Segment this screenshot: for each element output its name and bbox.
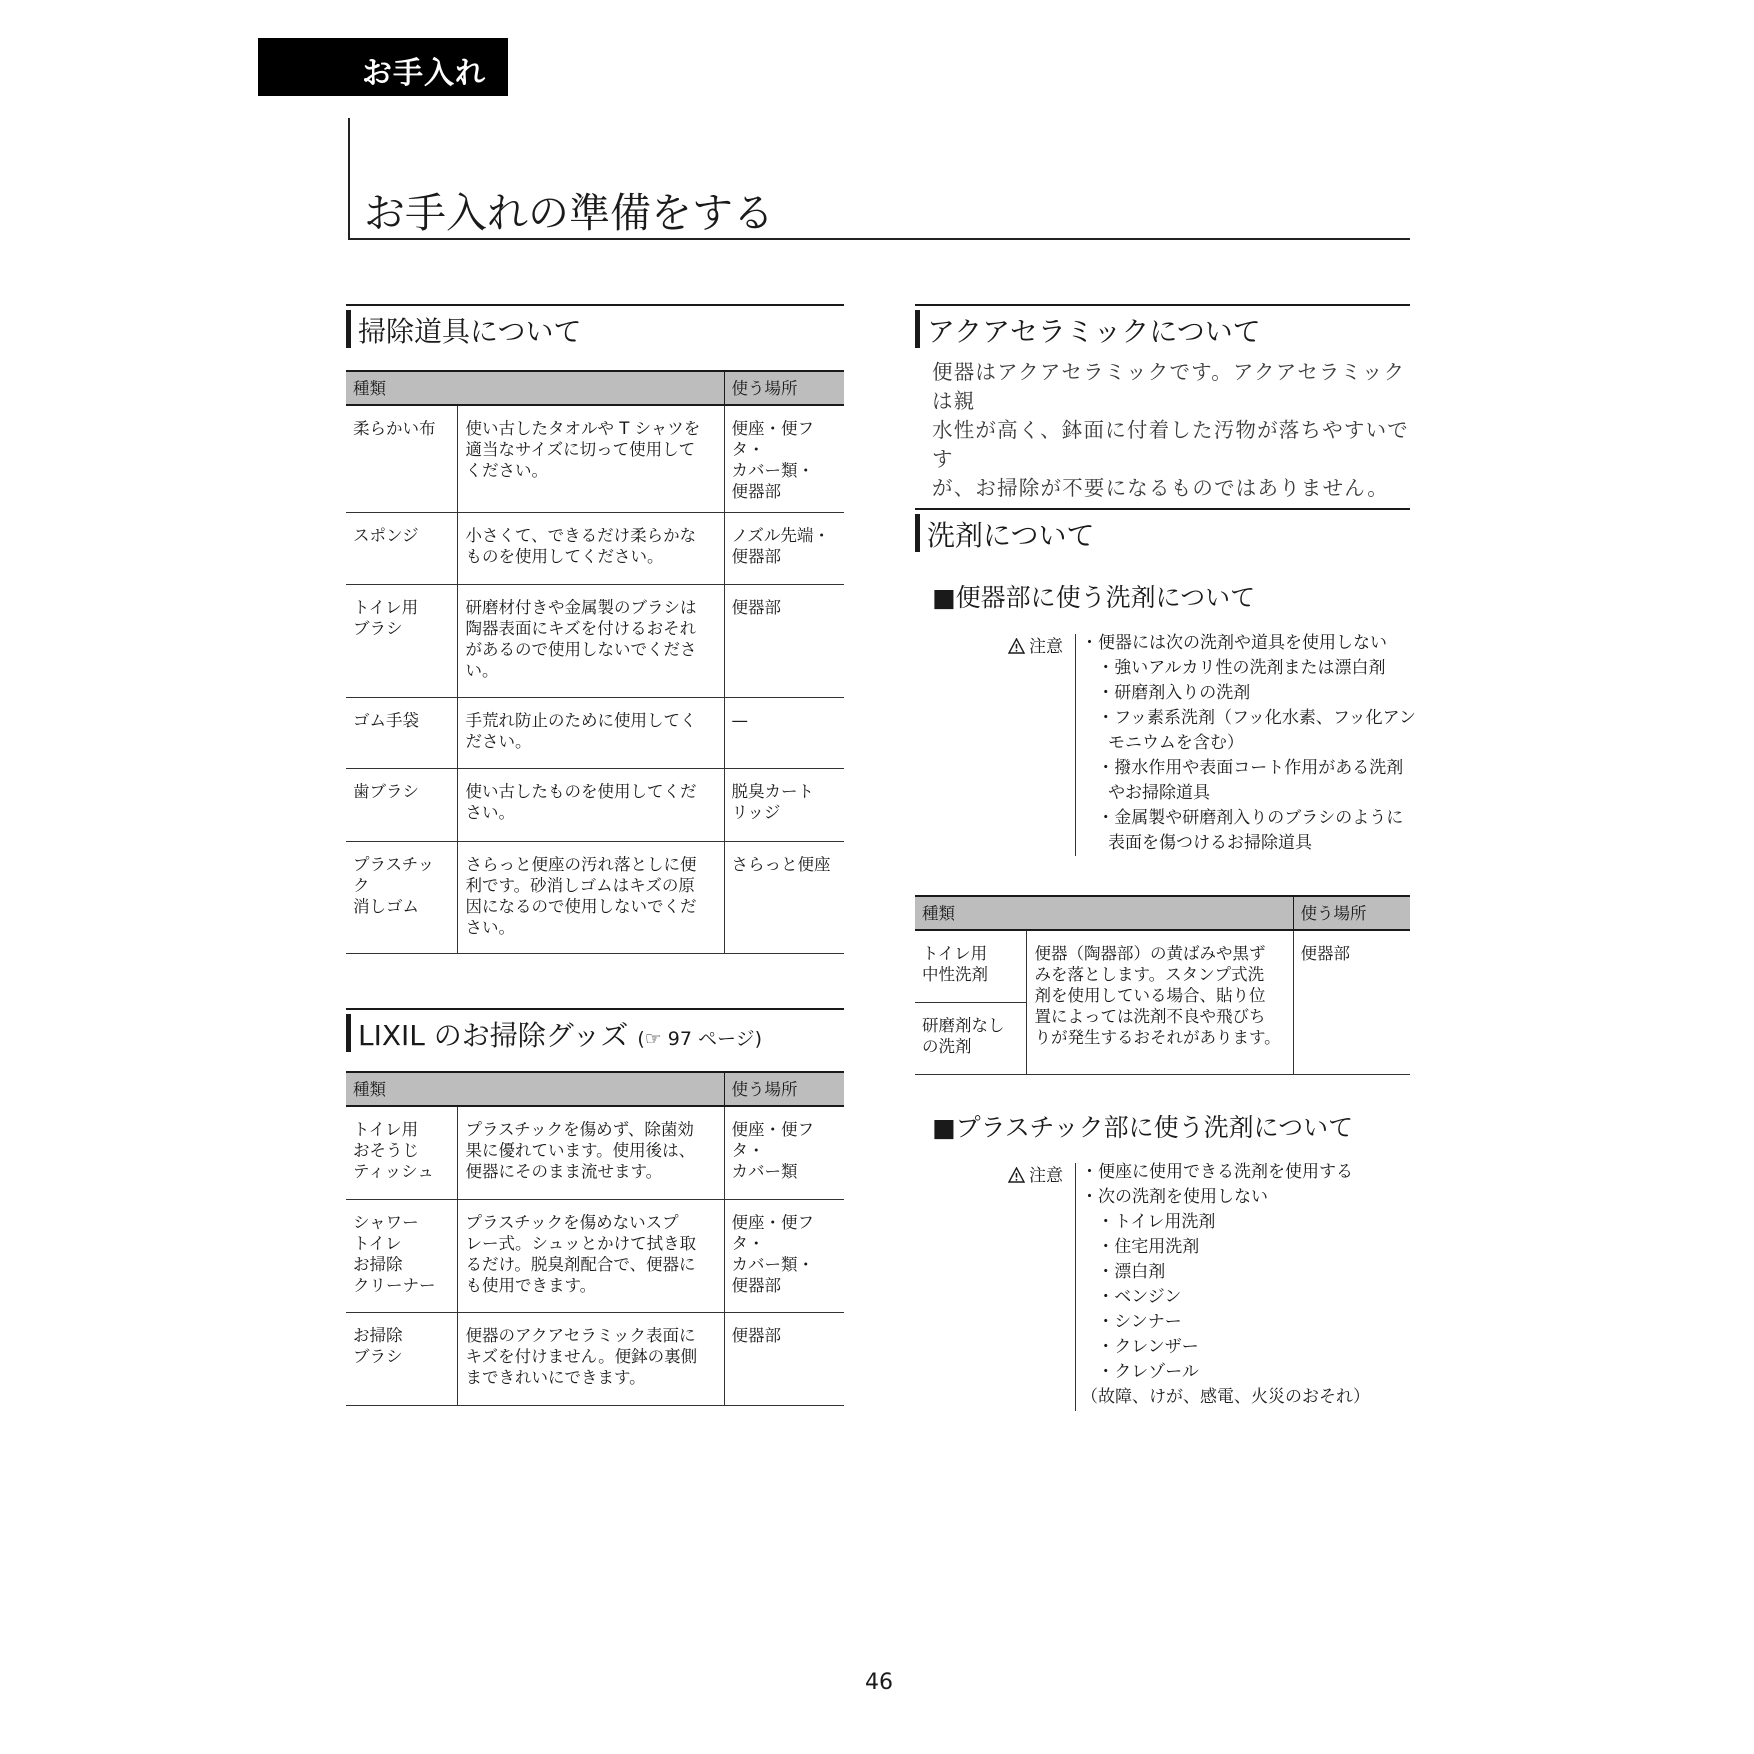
caution-label bbox=[1008, 1161, 1063, 1186]
tool-type: スポンジ bbox=[346, 513, 457, 585]
page-reference-link[interactable]: (☞ 97 ページ) bbox=[637, 1028, 763, 1050]
table-row bbox=[346, 842, 844, 954]
title-rule-vertical bbox=[348, 118, 350, 240]
caution-rule bbox=[1075, 634, 1076, 856]
goods-type: トイレ用 おそうじ ティッシュ bbox=[346, 1106, 457, 1199]
tool-description: 使い古したものを使用してくだ さい。 bbox=[457, 769, 724, 842]
tool-type: ゴム手袋 bbox=[346, 698, 457, 769]
caution-item: ・トイレ用洗剤 bbox=[1081, 1212, 1216, 1232]
tool-place: ノズル先端・ 便器部 bbox=[724, 513, 844, 585]
tool-type: トイレ用 ブラシ bbox=[346, 585, 457, 698]
table-header-row bbox=[346, 1072, 844, 1106]
tool-description: 手荒れ防止のために使用してく ださい。 bbox=[457, 698, 724, 769]
col-header-type: 種類 bbox=[346, 1072, 724, 1106]
caution-item: ・漂白剤 bbox=[1081, 1262, 1166, 1282]
tool-description: 使い古したタオルや T シャツを 適当なサイズに切って使用して ください。 bbox=[457, 405, 724, 513]
caution-item: ・ベンジン bbox=[1081, 1287, 1182, 1307]
caution-item: ・フッ素系洗剤（フッ化水素、フッ化アン bbox=[1081, 708, 1416, 728]
caution-text: 注意 bbox=[1029, 1166, 1063, 1186]
col-header-place: 使う場所 bbox=[724, 371, 844, 405]
section-rule bbox=[346, 304, 844, 306]
subsection-title-bowl-detergent: ■便器部に使う洗剤について bbox=[932, 583, 1256, 612]
section-bar bbox=[346, 1014, 351, 1052]
section-bar bbox=[915, 310, 920, 348]
caution-item: ・住宅用洗剤 bbox=[1081, 1237, 1200, 1257]
goods-description: プラスチックを傷めないスプ レー式。シュッとかけて拭き取 るだけ。脱臭剤配合で、便器に も使用できます。 bbox=[457, 1199, 724, 1312]
caution-rule bbox=[1075, 1163, 1076, 1411]
detergent-type: トイレ用 中性洗剤 bbox=[915, 930, 1026, 1002]
col-header-place: 使う場所 bbox=[1293, 896, 1410, 930]
goods-place: 便座・便フタ・ カバー類 bbox=[724, 1106, 844, 1199]
page-title: お手入れの準備をする bbox=[364, 189, 774, 237]
caution-item: ・便器には次の洗剤や道具を使用しない bbox=[1081, 633, 1387, 653]
caution-item: ・次の洗剤を使用しない bbox=[1081, 1187, 1268, 1207]
caution-item: ・撥水作用や表面コート作用がある洗剤 bbox=[1081, 758, 1404, 778]
caution-item: ・金属製や研磨剤入りのブラシのように bbox=[1081, 808, 1404, 828]
page-number: 46 bbox=[865, 1670, 893, 1695]
table-row bbox=[346, 698, 844, 769]
section-rule bbox=[346, 1008, 844, 1010]
warning-triangle-icon bbox=[1008, 1167, 1025, 1183]
chapter-tab-label: お手入れ bbox=[362, 56, 486, 91]
detergent-table bbox=[915, 895, 1410, 1075]
goods-type: シャワー トイレ お掃除 クリーナー bbox=[346, 1199, 457, 1312]
caution-item: （故障、けが、感電、火災のおそれ） bbox=[1081, 1387, 1370, 1407]
section-title-cleaning-tools: 掃除道具について bbox=[358, 315, 582, 348]
caution-item: やお掃除道具 bbox=[1081, 783, 1211, 803]
tool-place: 脱臭カート リッジ bbox=[724, 769, 844, 842]
section-title-detergent: 洗剤について bbox=[927, 519, 1095, 552]
plastic-caution-list bbox=[1081, 1160, 1370, 1410]
cleaning-tools-table bbox=[346, 370, 844, 954]
caution-item: モニウムを含む） bbox=[1081, 733, 1244, 753]
goods-place: 便座・便フタ・ カバー類・ 便器部 bbox=[724, 1199, 844, 1312]
caution-text: 注意 bbox=[1029, 637, 1063, 657]
detergent-description: 便器（陶器部）の黄ばみや黒ず みを落とします。スタンプ式洗 剤を使用している場合、貼り位 置によっては洗剤不良や飛びち りが発生するおそれがあります。 bbox=[1026, 930, 1293, 1074]
caution-item: 表面を傷つけるお掃除道具 bbox=[1081, 833, 1313, 853]
caution-item: ・クレゾール bbox=[1081, 1362, 1199, 1382]
goods-place: 便器部 bbox=[724, 1312, 844, 1405]
table-header-row bbox=[346, 371, 844, 405]
goods-description: 便器のアクアセラミック表面に キズを付けません。便鉢の裏側 まできれいにできます。 bbox=[457, 1312, 724, 1405]
detergent-place: 便器部 bbox=[1293, 930, 1410, 1074]
lixil-goods-table bbox=[346, 1071, 844, 1406]
table-header-row bbox=[915, 896, 1410, 930]
subsection-title-plastic-detergent: ■プラスチック部に使う洗剤について bbox=[932, 1113, 1354, 1142]
tool-description: 小さくて、できるだけ柔らかな ものを使用してください。 bbox=[457, 513, 724, 585]
chapter-tab bbox=[258, 38, 508, 96]
caution-item: ・便座に使用できる洗剤を使用する bbox=[1081, 1162, 1353, 1182]
table-row bbox=[346, 1199, 844, 1312]
table-row bbox=[346, 769, 844, 842]
tool-description: 研磨材付きや金属製のブラシは 陶器表面にキズを付けるおそれ があるので使用しないでくださ い。 bbox=[457, 585, 724, 698]
table-row bbox=[346, 1312, 844, 1405]
section-bar bbox=[915, 514, 920, 552]
tool-type: 柔らかい布 bbox=[346, 405, 457, 513]
goods-type: お掃除 ブラシ bbox=[346, 1312, 457, 1405]
caution-item: ・研磨剤入りの洗剤 bbox=[1081, 683, 1251, 703]
caution-item: ・クレンザー bbox=[1081, 1337, 1199, 1357]
section-rule bbox=[915, 304, 1410, 306]
tool-place: さらっと便座 bbox=[724, 842, 844, 954]
tool-type: プラスチック 消しゴム bbox=[346, 842, 457, 954]
section-rule bbox=[915, 508, 1410, 510]
goods-description: プラスチックを傷めず、除菌効 果に優れています。使用後は、 便器にそのまま流せます。 bbox=[457, 1106, 724, 1199]
caution-item: ・シンナー bbox=[1081, 1312, 1182, 1332]
caution-item: ・強いアルカリ性の洗剤または漂白剤 bbox=[1081, 658, 1386, 678]
section-bar bbox=[346, 310, 351, 348]
aqua-ceramic-body: 便器はアクアセラミックです。アクアセラミックは親 水性が高く、鉢面に付着した汚物が落ちやすいです が、お掃除が不要になるものではありません。 bbox=[932, 360, 1409, 500]
tool-description: さらっと便座の汚れ落としに便 利です。砂消しゴムはキズの原 因になるので使用しないでくだ さい。 bbox=[457, 842, 724, 954]
section-title-aqua-ceramic: アクアセラミックについて bbox=[927, 315, 1261, 348]
col-header-type: 種類 bbox=[915, 896, 1293, 930]
lixil-goods-heading: LIXIL のお掃除グッズ bbox=[358, 1019, 629, 1052]
caution-label bbox=[1008, 632, 1063, 657]
tool-place: 便座・便フタ・ カバー類・ 便器部 bbox=[724, 405, 844, 513]
tool-place: — bbox=[724, 698, 844, 769]
tool-type: 歯ブラシ bbox=[346, 769, 457, 842]
table-row bbox=[346, 585, 844, 698]
table-row bbox=[915, 930, 1410, 1002]
table-row bbox=[346, 513, 844, 585]
table-row bbox=[346, 1106, 844, 1199]
col-header-type: 種類 bbox=[346, 371, 724, 405]
detergent-type: 研磨剤なし の洗剤 bbox=[915, 1002, 1026, 1074]
section-title-lixil-goods bbox=[358, 1014, 762, 1054]
warning-triangle-icon bbox=[1008, 638, 1025, 654]
table-row bbox=[346, 405, 844, 513]
bowl-caution-list bbox=[1081, 631, 1416, 856]
tool-place: 便器部 bbox=[724, 585, 844, 698]
col-header-place: 使う場所 bbox=[724, 1072, 844, 1106]
